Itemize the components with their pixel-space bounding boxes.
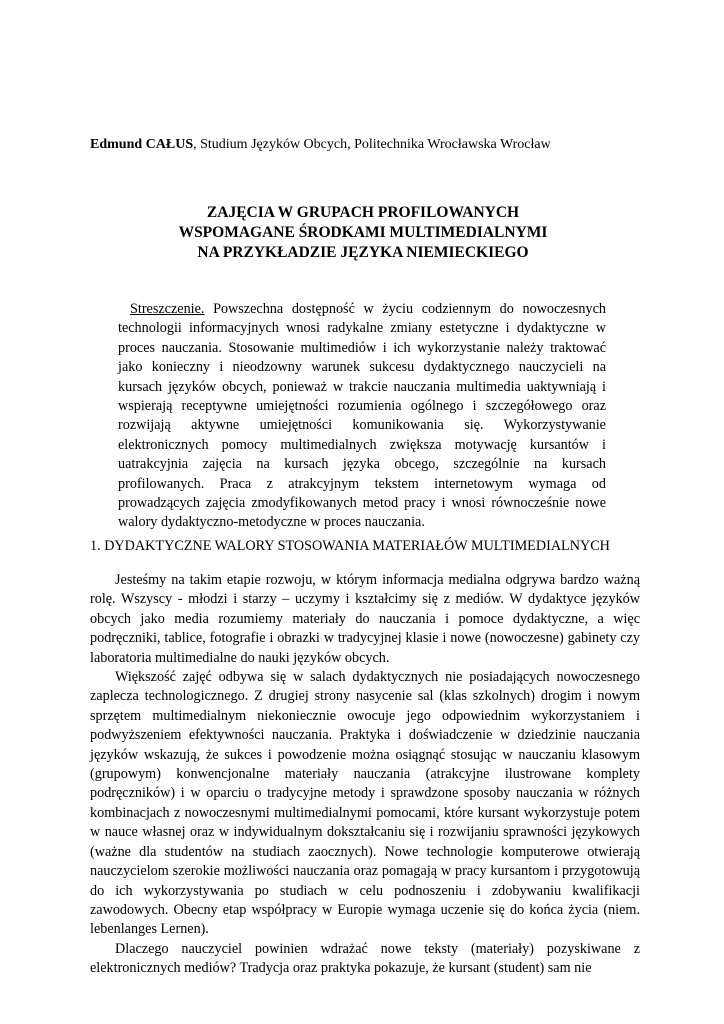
author-name: Edmund CAŁUS <box>90 137 194 152</box>
title-line: WSPOMAGANE ŚRODKAMI MULTIMEDIALNYMI <box>178 224 548 241</box>
section-heading: 1. DYDAKTYCZNE WALORY STOSOWANIA MATERIAŁÓW MULTIMEDIALNYCH <box>90 538 610 554</box>
author-affiliation: , Studium Języków Obcych, Politechnika Wrocławska Wrocław <box>193 137 551 152</box>
article-title <box>90 203 636 263</box>
title-line: ZAJĘCIA W GRUPACH PROFILOWANYCH <box>206 204 520 221</box>
abstract-label: Streszczenie. <box>130 301 205 317</box>
author-byline <box>90 136 650 154</box>
body-paragraph: Jesteśmy na takim etapie rozwoju, w którym informacja medialna odgrywa bardzo ważną rolę. Wszyscy - młodzi i starzy – uczymy i kształcimy się z mediów. W dydaktyce języków obcych jako media rozumiemy materiały do nauczania i pomoce dydaktyczne, a więc podręczniki, tablice, fotografie i obrazki w tradycyjnej klasie i nowe (nowoczesne) gabinety czy laboratoria multimedialne do nauki języków obcych. <box>90 572 640 666</box>
section-body <box>90 571 640 979</box>
abstract-text: Powszechna dostępność w życiu codziennym do nowoczesnych technologii informacyjnych wnosi radykalne zmiany estetyczne i dydaktyczne w proces nauczania. Stosowanie multimediów i ich wykorzystanie należy traktować jako konieczny i nieodzowny warunek sukcesu dydaktycznego nauczycieli na kursach języków obcych, ponieważ w trakcie nauczania multimedia uaktywniają i wspierają receptywne umiejętności rozumienia ogólnego i szczegółowego oraz rozwijają aktywne umiejętności komunikowania się. Wykorzystywanie elektronicznych pomocy multimedialnych zwiększa motywację kursantów i uatrakcyjnia zajęcia na kursach języka obcego, szczególnie na kursach profilowanych. Praca z atrakcyjnym tekstem internetowym wymaga od prowadzących zajęcia zmodyfikowanych metod pracy i wnosi równocześnie nowe walory dydaktyczno-metodyczne w proces nauczania. <box>118 301 606 531</box>
abstract <box>118 300 606 533</box>
title-line: NA PRZYKŁADZIE JĘZYKA NIEMIECKIEGO <box>197 244 529 261</box>
body-paragraph: Większość zajęć odbywa się w salach dydaktycznych nie posiadających nowoczesnego zaplecza technologicznego. Z drugiej strony nasycenie sal (klas szkolnych) drogim i nowym sprzętem multimedialnym niekoniecznie owocuje jego odpowiednim wykorzystaniem i podwyższeniem efektywności nauczania. Praktyka i doświadczenie w dziedzinie nauczania języków wskazują, że sukces i powodzenie można osiągnąć stosując w nauczaniu klasowym (grupowym) konwencjonalne materiały nauczania (atrakcyjne ilustrowane komplety podręczników) i w oparciu o tradycyjne metody i sprawdzone sposoby nauczania w różnych kombinacjach z nowoczesnymi multimedialnymi pomocami, które kursant wykorzystuje potem w nauce własnej oraz w indywidualnym dokształcaniu się i rozwijaniu sprawności językowych (ważne dla studentów na studiach zaocznych). Nowe technologie komputerowe otwierają nauczycielom szerokie możliwości nauczania oraz pomagają w pracy kursantom i przygotowują do ich wykorzystywania po studiach w celu podnoszeniu i zdobywaniu kwalifikacji zawodowych. Obecny etap współpracy w Europie wymaga uczenie się do końca życia (niem. lebenlanges Lernen). <box>90 669 640 938</box>
body-paragraph: Dlaczego nauczyciel powinien wdrażać nowe teksty (materiały) pozyskiwane z elektronicznych mediów? Tradycja oraz praktyka pokazuje, że kursant (student) sam nie <box>90 940 640 977</box>
